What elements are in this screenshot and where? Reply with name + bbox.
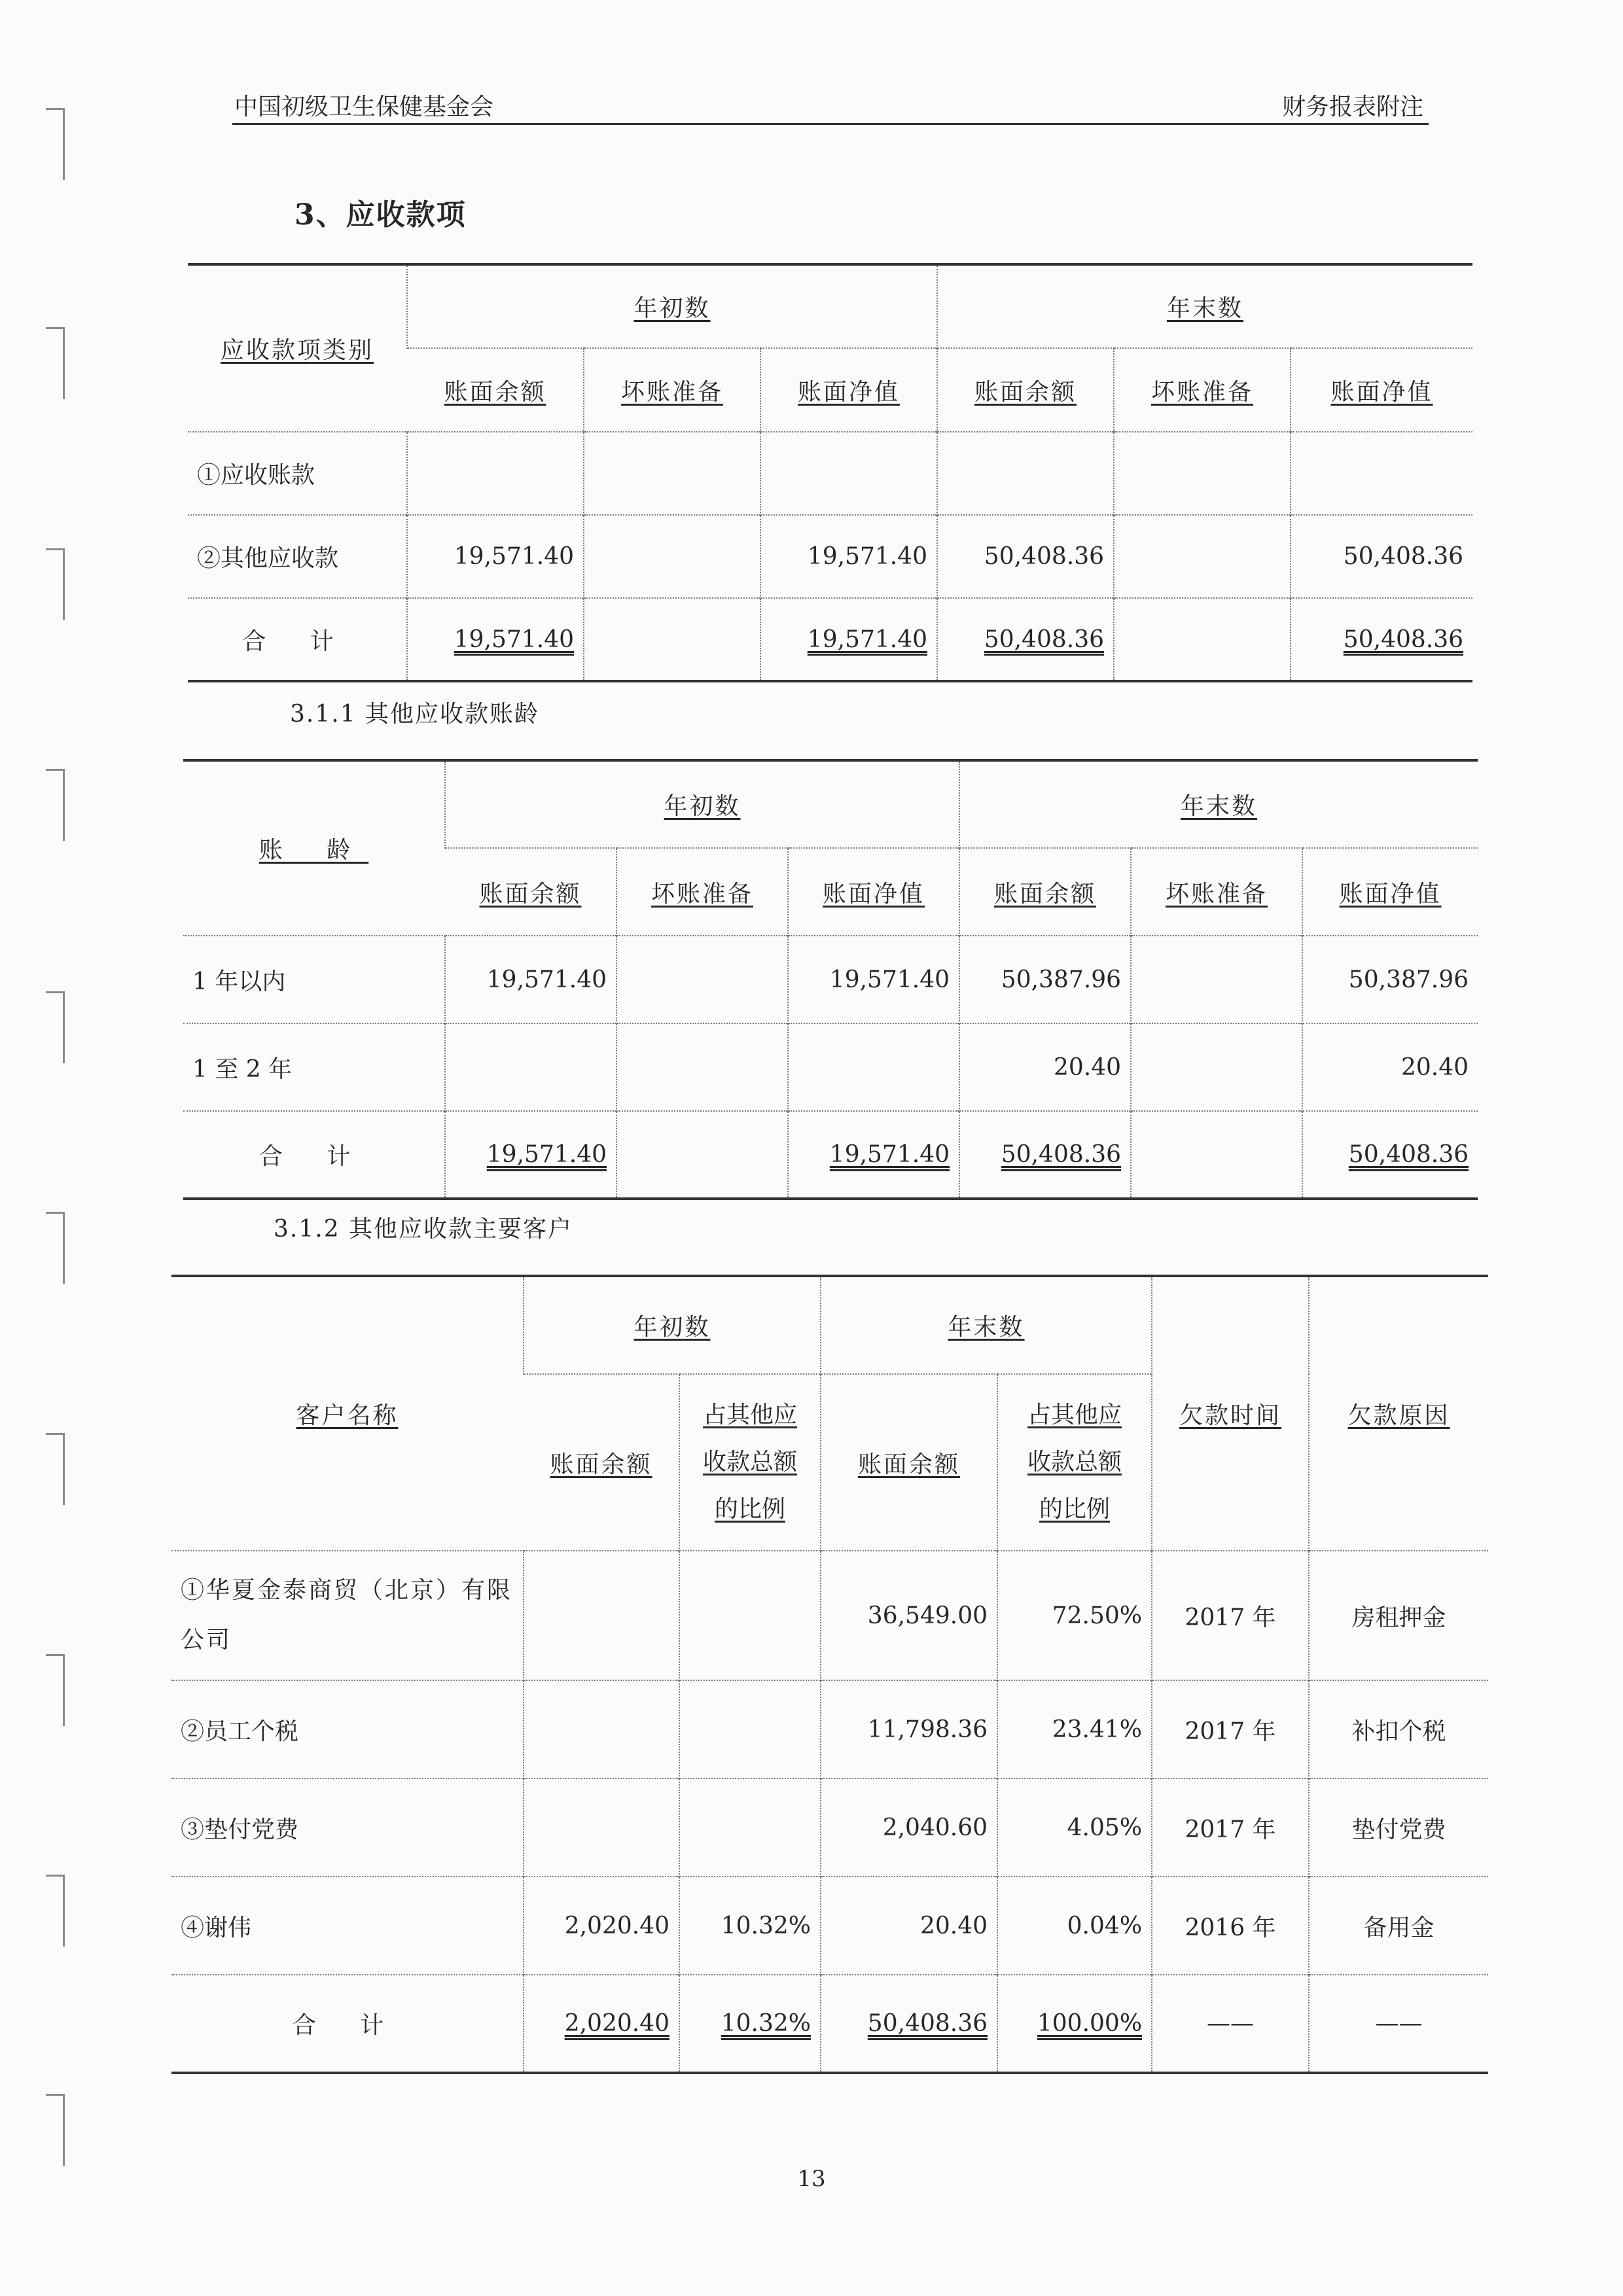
total-value: 19,571.40 [486,1141,607,1168]
column-header: 账面余额 [994,880,1097,908]
binding-mark [46,769,64,841]
cell-value: 50,408.36 [1291,515,1472,598]
aging-table [183,759,1478,1200]
ratio-header-line: 占其他应 [1027,1402,1122,1428]
cell-value: 20.40 [1302,1023,1478,1111]
total-label: 合 计 [242,627,352,655]
column-header: 坏账准备 [1151,378,1254,406]
ratio-header-line: 的比例 [1039,1496,1111,1523]
table-row [171,1778,1488,1877]
customer-header-cell [171,1276,524,1551]
table-row [183,936,1478,1023]
row-label: 1 至 2 年 [183,1023,445,1111]
binding-mark [46,1433,64,1505]
table-row [183,1023,1478,1111]
column-header: 账面余额 [479,880,582,908]
cell-reason: 垫付党费 [1309,1778,1488,1877]
group-begin-header: 年初数 [633,1314,711,1341]
cell-value: 10.32% [679,1877,821,1975]
binding-mark [46,2094,64,2166]
cell-value: 19,571.40 [407,515,584,598]
cell-value [1114,515,1291,598]
cell-value [407,432,584,515]
binding-mark [46,108,64,180]
group-end-cell [937,264,1472,348]
total-value: 50,408.36 [867,2010,988,2037]
cell-value [524,1551,679,1680]
cell-time: 2016 年 [1152,1877,1309,1975]
customer-name: ①华夏金泰商贸（北京）有限公司 [171,1551,524,1680]
column-header: 账面余额 [444,378,546,406]
cell-value [760,432,937,515]
column-header: 账面净值 [823,880,925,908]
group-begin-header: 年初数 [664,793,741,820]
cell-value: 11,798.36 [821,1680,997,1778]
cell-reason: 备用金 [1309,1877,1488,1975]
category-header: 账 龄 [259,837,369,864]
cell-value: 50,408.36 [937,515,1114,598]
cell-value: 50,387.96 [959,936,1131,1023]
total-label: 合 计 [259,1143,369,1170]
cell-value [679,1551,821,1680]
cell-value [445,1023,616,1111]
table-row [188,432,1472,515]
ratio-header-line: 收款总额 [703,1449,798,1475]
column-header: 坏账准备 [651,880,753,908]
column-header: 账面余额 [550,1451,652,1478]
cell-value: 2,040.60 [821,1778,997,1877]
total-value: 50,408.36 [1001,1141,1122,1168]
category-header: 应收款项类别 [220,337,374,364]
cell-value: 72.50% [997,1551,1152,1680]
total-value: 19,571.40 [807,626,928,653]
cell-value [584,515,760,598]
cell-value [679,1680,821,1778]
cell-value [616,936,788,1023]
binding-mark [46,1875,64,1947]
column-header: 账面净值 [798,378,901,406]
subsection-title: 3.1.1 其他应收款账龄 [290,701,540,728]
column-header: 账面余额 [974,378,1077,406]
total-value: 50,408.36 [1348,1141,1469,1168]
category-header-cell [188,264,407,432]
table-row [171,1551,1488,1680]
cell-value: 36,549.00 [821,1551,997,1680]
section-title: 3、应收款项 [294,198,467,232]
column-header: 账面净值 [1330,378,1433,406]
cell-reason: 房租押金 [1309,1551,1488,1680]
cell-value [679,1778,821,1877]
cell-value [616,1023,788,1111]
total-value: 50,408.36 [984,626,1105,653]
ratio-header-line: 的比例 [715,1496,786,1523]
group-end-header: 年末数 [948,1314,1025,1341]
header-organization: 中国初级卫生保健基金会 [234,94,494,120]
cell-value: 20.40 [959,1023,1131,1111]
row-label: ①应收账款 [188,432,407,515]
cell-time: 2017 年 [1152,1680,1309,1778]
subsection-title: 3.1.2 其他应收款主要客户 [274,1216,573,1243]
row-label: 1 年以内 [183,936,445,1023]
ratio-header-line: 占其他应 [703,1402,798,1428]
header-document-title: 财务报表附注 [1281,94,1423,120]
customers-table [171,1275,1488,2074]
group-begin-header: 年初数 [633,295,711,322]
cell-value [524,1778,679,1877]
cell-value: 50,387.96 [1302,936,1478,1023]
binding-mark [46,548,64,620]
cell-time: 2017 年 [1152,1551,1309,1680]
column-header: 账面净值 [1339,880,1442,908]
receivables-table [188,263,1472,682]
group-end-header: 年末数 [1181,793,1258,820]
cell-value [1114,432,1291,515]
customer-name: ④谢伟 [171,1877,524,1975]
total-row [171,1975,1488,2073]
total-value: 2,020.40 [564,2010,669,2037]
cell-value [1131,1023,1302,1111]
cell-reason: 补扣个税 [1309,1680,1488,1778]
table-row [171,1680,1488,1778]
binding-mark [46,1212,64,1284]
customer-header: 客户名称 [296,1402,399,1429]
page-number: 13 [797,2166,826,2192]
cell-value [937,432,1114,515]
category-header-cell [183,760,445,936]
cell-value: 23.41% [997,1680,1152,1778]
binding-mark [46,327,64,399]
total-reason: —— [1309,1975,1488,2073]
cell-value: 0.04% [997,1877,1152,1975]
cell-value: 4.05% [997,1778,1152,1877]
header-rule [232,123,1429,125]
debt-time-header: 欠款时间 [1179,1402,1282,1429]
cell-value [1291,432,1472,515]
customer-name: ②员工个税 [171,1680,524,1778]
total-value: 10.32% [721,2010,812,2037]
row-label: ②其他应收款 [188,515,407,598]
cell-value [584,432,760,515]
binding-mark [46,991,64,1063]
debt-reason-header: 欠款原因 [1347,1402,1450,1429]
total-value: 100.00% [1037,2010,1143,2037]
column-header: 坏账准备 [620,378,723,406]
customer-name: ③垫付党费 [171,1778,524,1877]
column-header: 账面余额 [858,1451,961,1478]
group-begin-cell [407,264,937,348]
total-row [188,598,1472,681]
table-row [188,515,1472,598]
cell-value [1131,936,1302,1023]
total-value: 19,571.40 [829,1141,950,1168]
total-value: 50,408.36 [1343,626,1464,653]
total-time: —— [1152,1975,1309,2073]
group-end-header: 年末数 [1167,295,1244,322]
cell-value: 19,571.40 [445,936,616,1023]
total-row [183,1111,1478,1199]
binding-mark [46,1654,64,1726]
table-row [171,1877,1488,1975]
total-label: 合 计 [292,2012,402,2039]
cell-value: 2,020.40 [524,1877,679,1975]
column-header: 坏账准备 [1166,880,1268,908]
ratio-header-line: 收款总额 [1027,1449,1122,1475]
cell-value: 20.40 [821,1877,997,1975]
cell-value [524,1680,679,1778]
cell-value [788,1023,959,1111]
cell-value: 19,571.40 [760,515,937,598]
total-value: 19,571.40 [454,626,574,653]
cell-value: 19,571.40 [788,936,959,1023]
cell-time: 2017 年 [1152,1778,1309,1877]
